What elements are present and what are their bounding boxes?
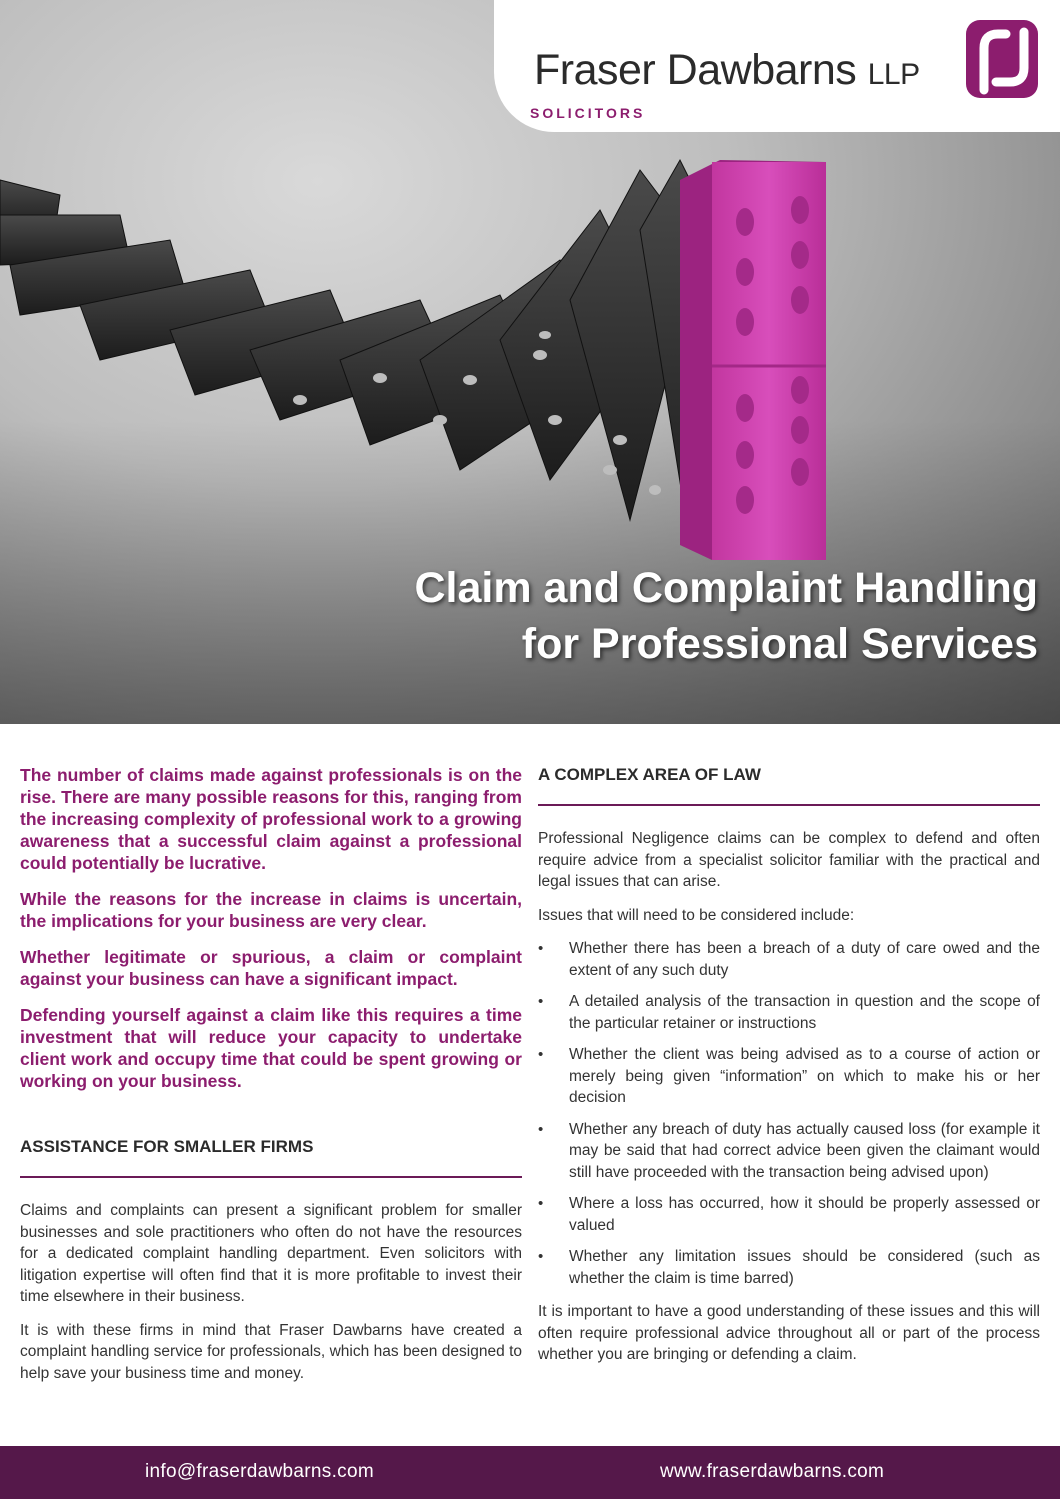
list-item bbox=[538, 1246, 1040, 1289]
logo-panel bbox=[494, 0, 1060, 132]
list-item bbox=[538, 938, 1040, 981]
list-item bbox=[538, 1119, 1040, 1184]
list-item-text: Whether any limitation issues should be considered (such as whether the claim is time barred) bbox=[569, 1248, 1040, 1287]
list-item-text: Whether the client was being advised as to a course of action or merely being given “information” on which to make his or her decision bbox=[569, 1046, 1040, 1106]
page-title-line-1: Claim and Complaint Handling bbox=[414, 564, 1038, 612]
bullet-icon: • bbox=[538, 940, 544, 957]
company-tagline: SOLICITORS bbox=[530, 105, 646, 121]
intro-paragraph: The number of claims made against professionals is on the rise. There are many possible reasons for this, ranging from the increasing complexity of professional work to a growing awareness that a successful claim against a professional could potentially be lucrative. bbox=[20, 765, 522, 873]
closing-paragraph: It is important to have a good understanding of these issues and this will often require professional advice throughout all or part of the process whether you are bringing or defending a claim. bbox=[538, 1303, 1040, 1363]
right-column bbox=[538, 764, 1040, 1378]
website-link[interactable]: www.fraserdawbarns.com bbox=[660, 1461, 885, 1482]
left-column bbox=[20, 764, 522, 1396]
intro-paragraph: Defending yourself against a claim like this requires a time investment that will reduce your capacity to undertake client work and occupy time that could be spent growing or working on your business. bbox=[20, 1005, 522, 1091]
section-divider bbox=[538, 804, 1040, 806]
bullet-icon: • bbox=[538, 1248, 544, 1265]
body-paragraph: Professional Negligence claims can be complex to defend and often require advice from a specialist solicitor familiar with the practical and legal issues that can arise. bbox=[538, 830, 1040, 890]
list-item-text: Whether there has been a breach of a duty of care owed and the extent of any such duty bbox=[569, 940, 1040, 979]
intro-paragraph: Whether legitimate or spurious, a claim or complaint against your business can have a significant impact. bbox=[20, 947, 522, 989]
list-item bbox=[538, 1044, 1040, 1109]
list-item bbox=[538, 1193, 1040, 1236]
body-paragraph: Claims and complaints can present a significant problem for smaller businesses and sole practitioners who often do not have the resources for a dedicated complaint handling department. Even solicitors with litigation expertise will often find that it is more profitable to invest their time elsewhere in their business. bbox=[20, 1202, 522, 1305]
email-link[interactable]: info@fraserdawbarns.com bbox=[145, 1461, 374, 1482]
list-item-text: Whether any breach of duty has actually caused loss (for example it may be said that had correct advice been given the claimant would still have proceeded with the transaction being advised upon) bbox=[569, 1120, 1040, 1181]
hero-banner bbox=[0, 0, 1060, 724]
list-item-text: Where a loss has occurred, how it should be properly assessed or valued bbox=[569, 1195, 1040, 1234]
bullet-icon: • bbox=[538, 1120, 544, 1138]
section-heading-complex-law: A COMPLEX AREA OF LAW bbox=[538, 765, 761, 784]
pink-domino bbox=[680, 160, 826, 560]
fd-logo-icon bbox=[966, 20, 1038, 98]
page-title-line-2: for Professional Services bbox=[521, 620, 1038, 668]
section-divider bbox=[20, 1176, 522, 1178]
issues-list bbox=[538, 938, 1040, 1289]
list-intro: Issues that will need to be considered include: bbox=[538, 906, 855, 924]
list-item bbox=[538, 991, 1040, 1034]
intro-paragraph: While the reasons for the increase in claims is uncertain, the implications for your business are very clear. bbox=[20, 889, 522, 931]
bullet-icon: • bbox=[538, 1046, 544, 1063]
company-suffix: LLP bbox=[867, 58, 920, 91]
bullet-icon: • bbox=[538, 993, 544, 1010]
page-title bbox=[414, 560, 1038, 672]
footer-bar bbox=[0, 1446, 1060, 1499]
body-paragraph: It is with these firms in mind that Fraser Dawbarns have created a complaint handling service for professionals, which has been designed to help save your business time and money. bbox=[20, 1321, 522, 1382]
company-name bbox=[534, 46, 920, 95]
section-heading-smaller-firms: ASSISTANCE FOR SMALLER FIRMS bbox=[20, 1137, 314, 1156]
bullet-icon: • bbox=[538, 1195, 544, 1212]
list-item-text: A detailed analysis of the transaction in question and the scope of the particular retainer or instructions bbox=[569, 993, 1040, 1032]
company-name-text: Fraser Dawbarns bbox=[534, 46, 857, 94]
